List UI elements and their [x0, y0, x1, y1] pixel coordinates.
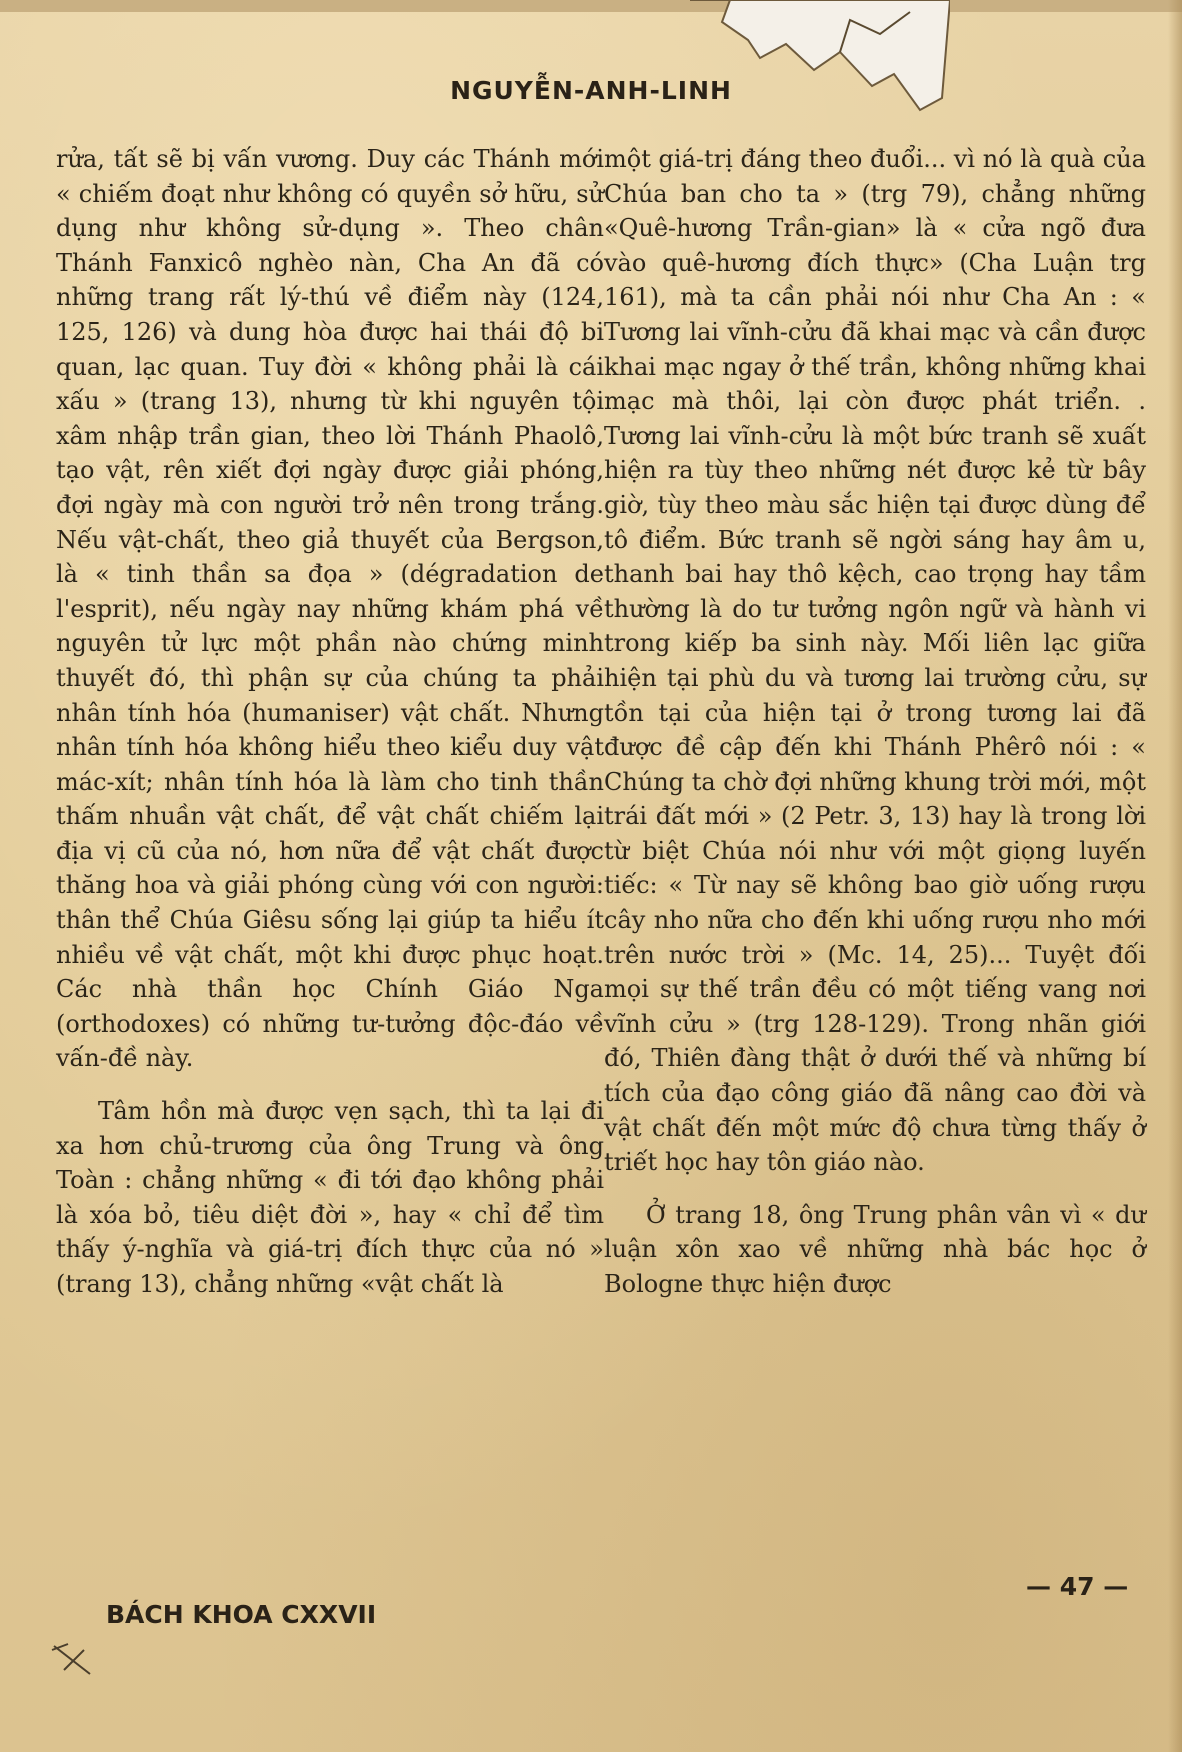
paragraph: Ở trang 18, ông Trung phân vân vì « dư luận xôn xao về những nhà bác học ở Bologne thực hiện được — [604, 1200, 1146, 1298]
paper-tear-mark — [690, 0, 950, 130]
paragraph: Tâm hồn mà được vẹn sạch, thì ta lại đi xa hơn chủ-trương của ông Trung và ông Toàn : chẳng những « đi tới đạo không phải là xóa bỏ, tiêu diệt đời », hay « chỉ để tìm thấy ý-nghĩa và giá-trị đích thực của nó » (trang 13), chẳng những «vật chất là — [56, 1097, 604, 1298]
paragraph: một giá-trị đáng theo đuổi... vì nó là quà của Chúa ban cho ta » (trg 79), chẳng những «Quê-hương Trần-gian» là « cửa ngõ đưa vào quê-hương đích thực» (Cha Luận trg 161), mà ta cần phải nói như Cha An : « Tương lai vĩnh-cửu đã khai mạc và cần được khai mạc ngay ở thế trần, không những khai mạc mà thôi, lại còn được phát triển. . Tương lai vĩnh-cửu là một bức tranh sẽ xuất hiện ra tùy theo những nét được kẻ từ bây giờ, tùy theo màu sắc hiện tại được dùng để tô điểm. Bức tranh sẽ ngời sáng hay âm u, thanh bai hay thô kệch, cao trọng hay tầm thường là do tư tưởng ngôn ngữ và hành vi trong kiếp ba sinh này. Mối liên lạc giữa hiện tại phù du và tương lai trường cửu, sự tồn tại của hiện tại ở trong tương lai đã được đề cập đến khi Thánh Phêrô nói : « Chúng ta chờ đợi những khung trời mới, một trái đất mới » (2 Petr. 3, 13) hay là trong lời từ biệt Chúa nói như với một giọng luyến tiếc: « Từ nay sẽ không bao giờ uống rượu cây nho nữa cho đến khi uống rượu nho mới trên nước trời » (Mc. 14, 25)... Tuyệt đối mọi sự thế trần đều có một tiếng vang nơi vĩnh cửu » (trg 128-129). Trong nhãn giới đó, Thiên đàng thật ở dưới thế và những bí tích của đạo công giáo đã nâng cao đời và vật chất đến một mức độ chưa từng thấy ở triết học hay tôn giáo nào. — [604, 145, 1146, 1177]
running-header: NGUYỄN-ANH-LINH — [450, 76, 732, 105]
left-column — [56, 142, 604, 1302]
pencil-mark — [50, 1640, 100, 1680]
paragraph: rửa, tất sẽ bị vấn vương. Duy các Thánh mới « chiếm đoạt như không có quyền sở hữu, sử dụng như không sử-dụng ». Theo chân Thánh Fanxicô nghèo nàn, Cha An đã có những trang rất lý-thú về điểm này (124, 125, 126) và dung hòa được hai thái độ bi quan, lạc quan. Tuy đời « không phải là cái xấu » (trang 13), nhưng từ khi nguyên tội xâm nhập trần gian, theo lời Thánh Phaolô, tạo vật, rên xiết đợi ngày được giải phóng, đợi ngày mà con người trở nên trong trắng. Nếu vật-chất, theo giả thuyết của Bergson, là « tinh thần sa đọa » (dégradation de l'esprit), nếu ngày nay những khám phá về nguyên tử lực một phần nào chứng minh thuyết đó, thì phận sự của chúng ta phải nhân tính hóa (humaniser) vật chất. Nhưng nhân tính hóa không hiểu theo kiểu duy vật mác-xít; nhân tính hóa là làm cho tinh thần thấm nhuần vật chất, để vật chất chiếm lại địa vị cũ của nó, hơn nữa để vật chất được thăng hoa và giải phóng cùng với con người: thân thể Chúa Giêsu sống lại giúp ta hiểu ít nhiều về vật chất, một khi được phục hoạt. Các nhà thần học Chính Giáo Nga (orthodoxes) có những tư-tưởng độc-đáo về vấn-đề này. — [56, 145, 604, 1073]
paper-top-edge — [0, 0, 1182, 12]
publication-footer: BÁCH KHOA CXXVII — [106, 1600, 377, 1629]
right-column — [604, 142, 1146, 1302]
page-number: — 47 — — [1026, 1572, 1129, 1601]
paper-right-edge — [1168, 0, 1182, 1752]
